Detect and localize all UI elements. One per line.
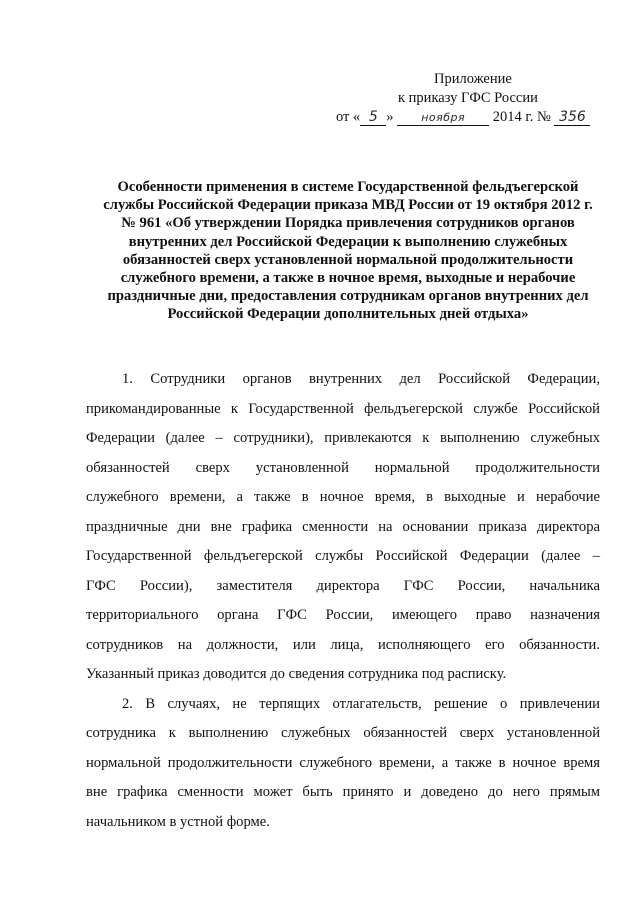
appendix-date-line [300, 108, 600, 127]
handwritten-day: 5 [360, 110, 386, 126]
title-line: служебного времени, а также в ночное время, выходные и нерабочие [120, 270, 576, 287]
paragraph-line: 2. В случаях, не терпящих отлагательств, решение о привлечении [122, 695, 600, 712]
document-title [96, 178, 600, 324]
title-line: праздничные дни, предоставления сотрудникам органов внутренних дел [107, 288, 589, 305]
title-line: службы Российской Федерации приказа МВД России от 19 октября 2012 г. [103, 197, 593, 214]
appendix-label: Приложение [434, 71, 512, 87]
paragraph-line: 1. Сотрудники органов внутренних дел Российской Федерации, [122, 371, 600, 387]
title-line: № 961 «Об утверждении Порядка привлечения сотрудников органов [121, 215, 575, 232]
date-prefix: от « [336, 109, 361, 125]
title-line: обязанностей сверх установленной нормальной продолжительности [122, 251, 574, 268]
paragraph-line: ГФС России), заместителя директора ГФС России, начальника [86, 577, 600, 594]
handwritten-month: ноября [397, 110, 489, 126]
date-year: 2014 г. № [492, 109, 551, 125]
title-line: Особенности применения в системе Государственной фельдъегерской [117, 179, 579, 195]
paragraph-line: праздничные дни вне графика сменности на основании приказа директора [86, 518, 600, 535]
document-body [86, 365, 600, 837]
paragraph-line: сотрудников на должности, или лица, исполняющего его обязанности. [86, 636, 600, 653]
title-line: Российской Федерации дополнительных дней отдыха» [167, 306, 529, 323]
handwritten-order-number: 356 [554, 110, 590, 126]
paragraph-2 [86, 690, 600, 838]
paragraph-line: Федерации (далее – сотрудники), привлекаются к выполнению служебных [86, 430, 600, 446]
paragraph-line: прикомандированные к Государственной фельдъегерской службе Российской [86, 400, 600, 417]
paragraph-line: вне графика сменности может быть принято и доведено до него прямым [86, 784, 600, 800]
paragraph-line: Указанный приказ доводится до сведения сотрудника под расписку. [86, 666, 507, 682]
date-mid: » [386, 109, 394, 125]
paragraph-line: служебного времени, а также в ночное время, в выходные и нерабочие [86, 489, 600, 505]
title-line: внутренних дел Российской Федерации к выполнению служебных [128, 233, 568, 250]
appendix-order-ref: к приказу ГФС России [398, 90, 538, 106]
paragraph-1 [86, 365, 600, 690]
paragraph-line: нормальной продолжительности служебного времени, а также в ночное время [86, 754, 600, 771]
paragraph-line: территориального органа ГФС России, имеющего право назначения [86, 607, 600, 623]
paragraph-line: Государственной фельдъегерской службы Российской Федерации (далее – [86, 548, 600, 564]
paragraph-line: обязанностей сверх установленной нормальной продолжительности [86, 459, 600, 476]
paragraph-line: начальником в устной форме. [86, 813, 270, 830]
appendix-block [300, 70, 600, 127]
paragraph-line: сотрудника к выполнению служебных обязанностей сверх установленной [86, 725, 600, 741]
